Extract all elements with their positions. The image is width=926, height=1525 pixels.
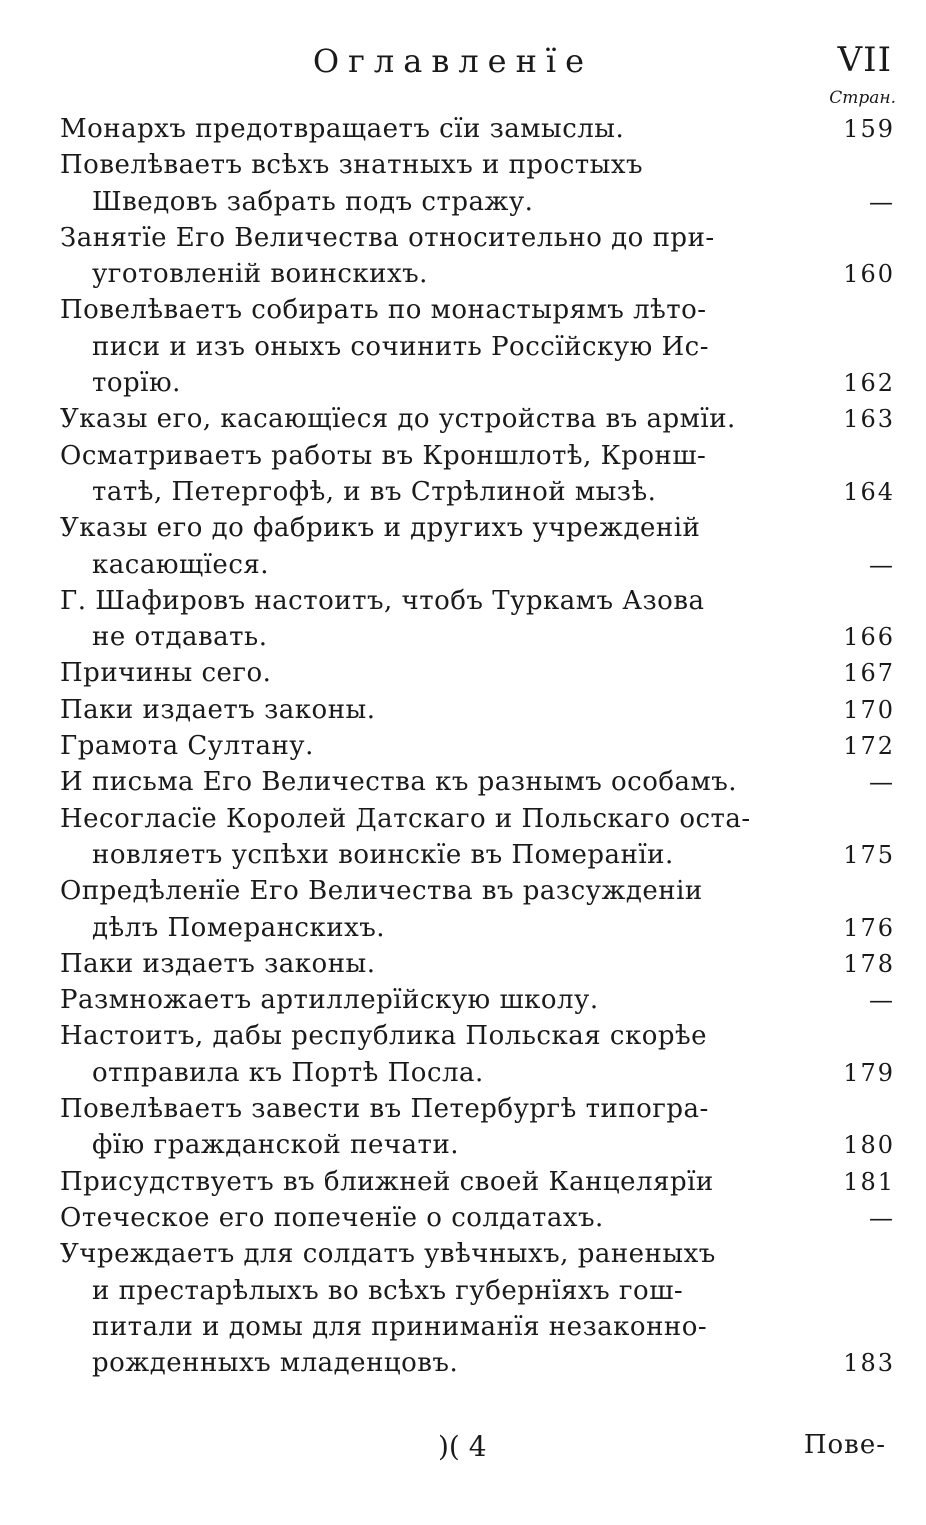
toc-entry-text: Паки издаетъ законы.: [60, 948, 376, 979]
toc-entry-line: [60, 619, 895, 655]
toc-entry-text: фїю гражданской печати.: [92, 1130, 460, 1161]
toc-entry: [60, 728, 895, 764]
toc-entry: [60, 401, 895, 437]
toc-entry-line: [60, 692, 895, 728]
toc-entry-text: Причины сего.: [60, 658, 272, 689]
page-title: Оглавленїе: [312, 42, 594, 80]
toc-entry-line: [60, 873, 895, 909]
toc-page-number: 172: [843, 732, 895, 761]
toc-entry: [60, 655, 895, 691]
toc-entry-text: Монархъ предотвращаетъ сїи замыслы.: [60, 114, 625, 144]
toc-entry-text: Размножаетъ артиллерїйскую школу.: [60, 985, 599, 1016]
toc-page-number: 180: [843, 1131, 895, 1160]
toc-entry-line: [60, 1127, 895, 1163]
toc-page-number: —: [869, 1203, 895, 1232]
toc-entry-line: [60, 547, 895, 583]
toc-entry-line: [60, 946, 895, 982]
toc-entry-line: [60, 1273, 895, 1309]
toc-entry-text: Осматриваетъ работы въ Кроншлотѣ, Кронш-: [60, 440, 707, 471]
toc-entry: [60, 510, 895, 583]
toc-entry-text: Повелѣваетъ завести въ Петербургѣ типогра-: [60, 1094, 709, 1125]
toc-entry-text: Учреждаетъ для солдатъ увѣчныхъ, раненыхъ: [60, 1239, 716, 1270]
catchword: Пове-: [803, 1430, 886, 1460]
toc-entry-text: Указы его до фабрикъ и другихъ учрежденiй: [60, 513, 701, 544]
toc-page-number: 176: [843, 913, 895, 942]
toc-entry-text: И письма Его Величества къ разнымъ особамъ.: [60, 767, 738, 798]
toc-entry: [60, 692, 895, 728]
toc-entry: [60, 1018, 895, 1091]
toc-entry-text: дѣлъ Померанскихъ.: [92, 912, 386, 943]
toc-entry-text: Повелѣваетъ собирать по монастырямъ лѣто-: [60, 295, 707, 326]
toc-entry-text: Паки издаетъ законы.: [60, 694, 376, 725]
toc-page-number: 160: [843, 260, 895, 289]
toc-entry-line: [60, 1018, 895, 1054]
toc-page-number: 170: [843, 695, 895, 724]
toc-entry-text: Опредѣленїе Его Величества въ разсужденiи: [60, 876, 703, 907]
toc-entry: [60, 147, 895, 220]
folio-number: VII: [837, 40, 892, 80]
toc-entry-line: [60, 910, 895, 946]
toc-entry-line: [60, 365, 895, 401]
toc-page-number: —: [869, 986, 895, 1015]
toc-entry-text: татѣ, Петергофѣ, и въ Стрѣлиной мызѣ.: [92, 476, 657, 507]
toc-entry: [60, 1164, 895, 1200]
toc-entry: [60, 873, 895, 946]
toc-entry: [60, 764, 895, 800]
toc-entry: [60, 982, 895, 1018]
toc-entry-text: Настоитъ, дабы республика Польская скорѣе: [60, 1021, 708, 1052]
toc-entry-line: [60, 329, 895, 365]
toc-entry-line: [60, 982, 895, 1018]
toc-entry-line: [60, 1055, 895, 1091]
toc-entry-text: рожденныхъ младенцовъ.: [92, 1348, 459, 1379]
toc-page-number: 159: [843, 115, 895, 143]
toc-entry-line: [60, 256, 895, 292]
toc-entry-text: и престарѣлыхъ во всѣхъ губернїяхъ гош-: [92, 1275, 684, 1306]
toc-entry-line: [60, 147, 895, 183]
toc-page-number: 181: [843, 1167, 895, 1196]
toc-entry-text: торїю.: [92, 368, 181, 399]
toc-entry: [60, 111, 895, 147]
toc-page-number: 179: [843, 1058, 895, 1087]
toc-page-number: 183: [843, 1349, 895, 1378]
toc-entry-text: новляетъ успѣхи воинскїе въ Померанїи.: [92, 839, 674, 870]
toc-page-number: 164: [843, 477, 895, 506]
toc-entry-line: [60, 583, 895, 619]
toc-entry-line: [60, 474, 895, 510]
toc-entry-text: не отдавать.: [92, 622, 268, 653]
toc-entry: [60, 1200, 895, 1236]
table-of-contents: [60, 111, 895, 1381]
toc-entry-line: [60, 1091, 895, 1127]
toc-entry-line: [60, 837, 895, 873]
toc-entry-line: [60, 1236, 895, 1272]
toc-entry-line: [60, 438, 895, 474]
toc-page-number: —: [869, 768, 895, 797]
toc-page-number: —: [869, 550, 895, 579]
toc-entry-text: Присудствуетъ въ ближней своей Канцелярїи: [60, 1166, 714, 1197]
toc-page-number: 175: [843, 840, 895, 869]
toc-entry-text: Повелѣваетъ всѣхъ знатныхъ и простыхъ: [60, 150, 644, 181]
toc-entry-text: писи и изъ оныхъ сочинить Россїйскую Ис-: [92, 331, 710, 362]
toc-entry-line: [60, 292, 895, 328]
toc-entry-text: Грамота Султану.: [60, 731, 314, 762]
toc-entry-text: Отеческое его попеченїе о солдатахъ.: [60, 1202, 604, 1233]
toc-page-number: —: [869, 187, 895, 216]
page-column-label: Стран.: [829, 88, 896, 108]
toc-entry-text: Г. Шафировъ настоитъ, чтобъ Туркамъ Азова: [60, 585, 705, 616]
toc-entry: [60, 1091, 895, 1164]
signature-mark: )( 4: [438, 1430, 487, 1463]
toc-entry-line: [60, 655, 895, 691]
toc-entry-text: Несогласїе Королей Датскаго и Польскаго оста-: [60, 803, 751, 834]
toc-entry: [60, 801, 895, 874]
toc-entry-text: Указы его, касающїеся до устройства въ армїи.: [60, 404, 736, 435]
toc-page-number: 167: [843, 659, 895, 688]
toc-entry-text: касающїеся.: [92, 549, 270, 580]
toc-entry-line: [60, 1345, 895, 1381]
toc-entry: [60, 220, 895, 293]
toc-entry-line: [60, 401, 895, 437]
toc-entry: [60, 1236, 895, 1381]
toc-entry-text: уготовленiй воинскихъ.: [92, 259, 428, 290]
toc-page-number: 163: [843, 405, 895, 434]
toc-entry-line: [60, 1200, 895, 1236]
toc-entry-text: отправила къ Портѣ Посла.: [92, 1057, 484, 1088]
toc-entry-line: [60, 111, 895, 147]
toc-entry: [60, 946, 895, 982]
toc-entry: [60, 438, 895, 511]
toc-page-number: 178: [843, 949, 895, 978]
toc-entry-line: [60, 220, 895, 256]
toc-entry-line: [60, 1164, 895, 1200]
toc-entry-line: [60, 510, 895, 546]
toc-entry-line: [60, 728, 895, 764]
toc-entry-text: питали и домы для приниманїя незаконно-: [92, 1311, 708, 1342]
toc-entry-text: Шведовъ забрать подъ стражу.: [92, 186, 534, 217]
toc-entry-line: [60, 764, 895, 800]
toc-entry: [60, 292, 895, 401]
toc-page-number: 162: [843, 369, 895, 398]
toc-entry-line: [60, 1309, 895, 1345]
toc-entry-text: Занятїе Его Величества относительно до при-: [60, 222, 715, 253]
toc-entry: [60, 583, 895, 656]
toc-entry-line: [60, 801, 895, 837]
toc-page-number: 166: [843, 623, 895, 652]
toc-entry-line: [60, 184, 895, 220]
